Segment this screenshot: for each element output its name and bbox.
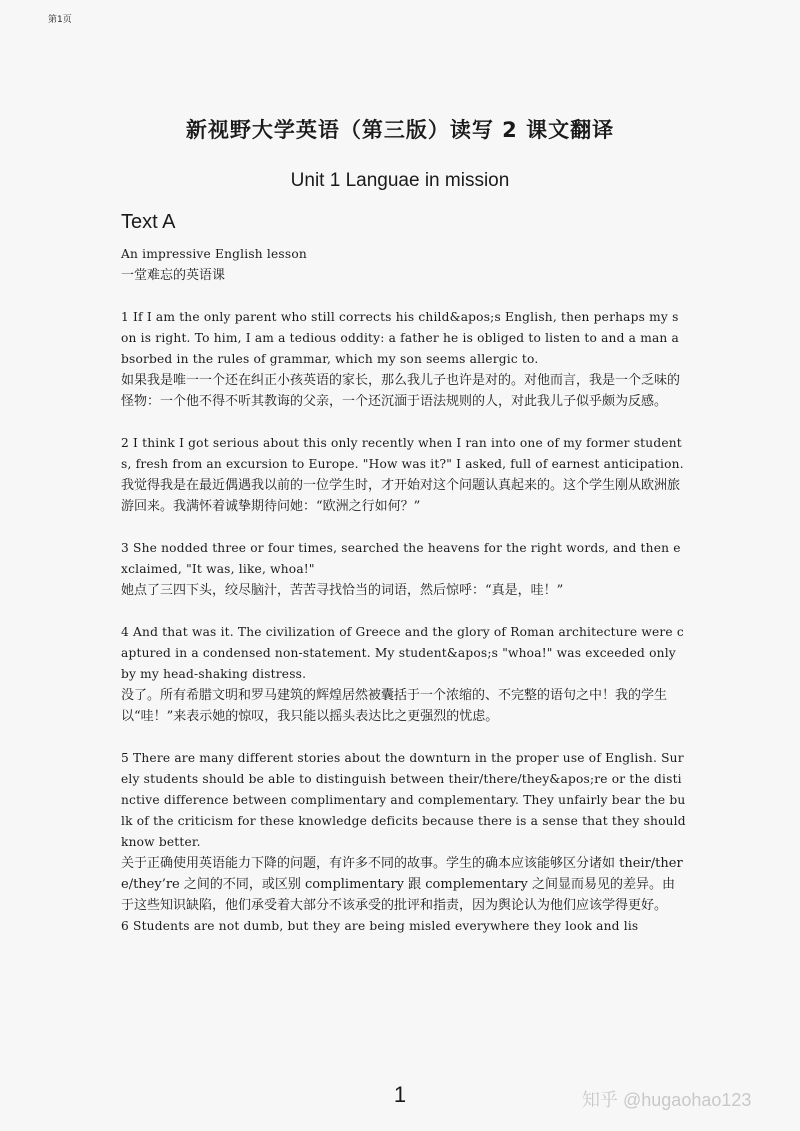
paragraph-zh: 她点了三四下头，绞尽脑汁，苦苦寻找恰当的词语，然后惊呼：“真是，哇！” xyxy=(121,583,564,598)
text-heading: Text A xyxy=(121,211,176,233)
paragraph-en: 1 If I am the only parent who still corrects his child&apos;s English, then perhaps my son is right. To him, I am a tedious oddity: a father he is obliged to listen to and a man absorbed in the rules of grammar, which my son seems allergic to. xyxy=(121,310,680,366)
paragraph-zh: 没了。所有希腊文明和罗马建筑的辉煌居然被囊括于一个浓缩的、不完整的语句之中！我的学生以“哇！”来表示她的惊叹，我只能以摇头表达比之更强烈的忧虑。 xyxy=(121,688,668,724)
paragraph-en: 3 She nodded three or four times, searched the heavens for the right words, and then exclaimed, "It was, like, whoa!" xyxy=(121,541,681,576)
paragraph-2 xyxy=(121,433,686,517)
unit-title: Unit 1 Languae in mission xyxy=(290,170,510,191)
paragraph-en: 2 I think I got serious about this only recently when I ran into one of my former students, fresh from an excursion to Europe. "How was it?" I asked, full of earnest anticipation. xyxy=(121,436,684,471)
paragraph-zh: 如果我是唯一一个还在纠正小孩英语的家长，那么我儿子也许是对的。对他而言，我是一个乏味的怪物：一个他不得不听其教诲的父亲，一个还沉湎于语法规则的人，对此我儿子似乎颇为反感。 xyxy=(121,373,681,409)
paragraph-en: 5 There are many different stories about the downturn in the proper use of English. Surely students should be able to distinguish between their/there/they&apos;re or the distinctive difference between complimentary and complementary. They unfairly bear the bulk of the criticism for these knowledge deficits because there is a sense that they should know better. xyxy=(121,751,690,849)
paragraph-zh: 我觉得我是在最近偶遇我以前的一位学生时，才开始对这个问题认真起来的。这个学生刚从欧洲旅游回来。我满怀着诚挚期待问她：“欧洲之行如何？” xyxy=(121,478,681,514)
paragraph-5 xyxy=(121,748,690,916)
paragraph-zh: 关于正确使用英语能力下降的问题，有许多不同的故事。学生的确本应该能够区分诸如 their/there/they’re 之间的不同，或区别 complimentary 跟 complementary 之间显而易见的差异。由于这些知识缺陷，他们承受着大部分不该承受的批评和指责，因为舆论认为他们应该学得更好。 xyxy=(121,856,683,913)
paragraph-6 xyxy=(121,916,686,937)
document-title: 新视野大学英语（第三版）读写 2 课文翻译 xyxy=(185,118,615,142)
paragraph-en: 4 And that was it. The civilization of Greece and the glory of Roman architecture were captured in a condensed non-statement. My student&apos;s "whoa!" was exceeded only by my head-shaking distress. xyxy=(121,625,684,681)
page-label: 第1页 xyxy=(48,15,72,25)
lesson-title-zh: 一堂难忘的英语课 xyxy=(121,268,226,283)
paragraph-3 xyxy=(121,538,686,601)
lesson-title-en: An impressive English lesson xyxy=(121,247,307,261)
paragraph-1 xyxy=(121,307,686,412)
watermark: 知乎 @hugaohao123 xyxy=(582,1090,752,1110)
paragraph-en: 6 Students are not dumb, but they are being misled everywhere they look and lis xyxy=(121,919,639,933)
page-number: 1 xyxy=(393,1082,407,1107)
paragraph-4 xyxy=(121,622,686,727)
document-body xyxy=(121,244,690,937)
